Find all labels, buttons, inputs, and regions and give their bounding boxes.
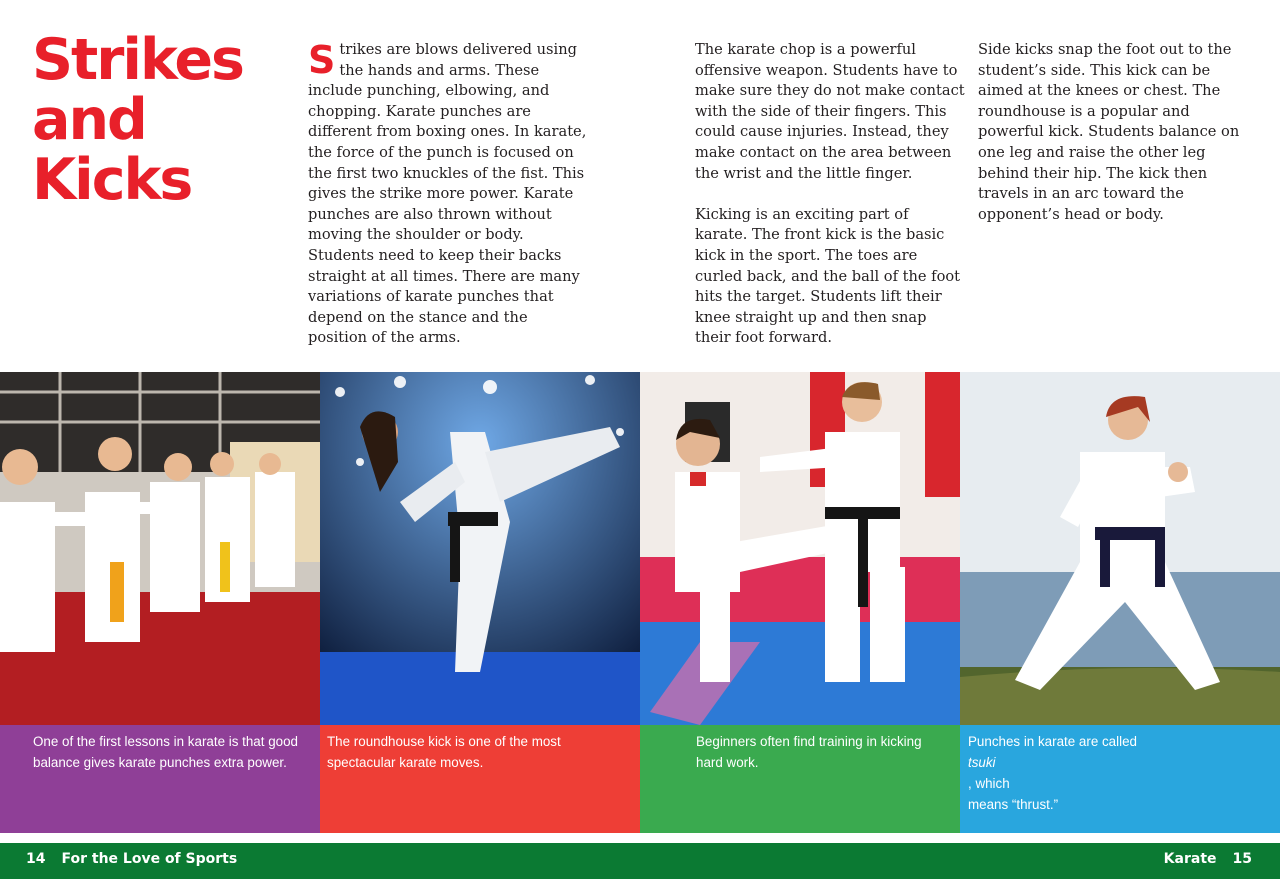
drop-cap: S bbox=[308, 38, 336, 82]
stance-punch-photo bbox=[960, 372, 1280, 725]
caption-line: spectacular karate moves. bbox=[327, 755, 484, 770]
page-title bbox=[32, 27, 292, 213]
class-punching-photo bbox=[0, 372, 320, 725]
caption-line: Beginners often find training in kicking bbox=[696, 734, 922, 749]
paragraph-chop: The karate chop is a powerful offensive weapon. Students have to make sure they do not make contact with the side of their fingers. This could cause injuries. Instead, they make contact on the area between the wrist and the little finger. bbox=[695, 41, 965, 182]
kicking-practice-photo bbox=[640, 372, 960, 725]
chapter-title: Karate bbox=[1163, 851, 1217, 867]
text-column-2 bbox=[695, 40, 965, 349]
caption-roundhouse bbox=[320, 725, 640, 833]
page-number-left: 14 bbox=[26, 851, 46, 867]
caption-line: means “thrust.” bbox=[968, 797, 1059, 812]
caption-line: Punches in karate are called tsuki , which bbox=[968, 734, 1137, 791]
footer-left bbox=[26, 851, 237, 867]
paragraph-strikes: Strikes are blows delivered using the hands and arms. These include punching, elbowing, and chopping. Karate punches are different from boxing ones. In karate, the force of the punch is focused on the first two knuckles of the fist. This gives the strike more power. Karate punches are also thrown without moving the shoulder or body. Students need to keep their backs straight at all times. There are many variations of karate punches that depend on the stance and the position of the arms. bbox=[308, 38, 587, 347]
title-line-2: and Kicks bbox=[32, 87, 192, 213]
page-footer bbox=[0, 843, 1280, 879]
caption-line: hard work. bbox=[696, 755, 759, 770]
page-number-right: 15 bbox=[1232, 851, 1252, 867]
caption-line: The roundhouse kick is one of the most bbox=[327, 734, 561, 749]
caption-beginners bbox=[640, 725, 960, 833]
roundhouse-kick-photo bbox=[320, 372, 640, 725]
text-column-1 bbox=[308, 40, 590, 349]
caption-line: One of the first lessons in karate is that good bbox=[33, 734, 298, 749]
caption-tsuki bbox=[960, 725, 1280, 833]
book-title: For the Love of Sports bbox=[61, 851, 238, 867]
title-line-1: Strikes bbox=[32, 27, 243, 93]
footer-right bbox=[1164, 851, 1252, 867]
text-column-3 bbox=[978, 40, 1248, 225]
paragraph-side-kicks: Side kicks snap the foot out to the student’s side. This kick can be aimed at the knees or chest. The roundhouse is a popular and powerful kick. Students balance on one leg and raise the other leg behind their hip. The kick then travels in an arc toward the opponent’s head or body. bbox=[978, 41, 1240, 223]
caption-balance bbox=[0, 725, 320, 833]
paragraph-kicking: Kicking is an exciting part of karate. The front kick is the basic kick in the sport. The toes are curled back, and the ball of the foot hits the target. Students lift their knee straight up and then snap their foot forward. bbox=[695, 205, 961, 347]
caption-line: balance gives karate punches extra power. bbox=[33, 755, 287, 770]
